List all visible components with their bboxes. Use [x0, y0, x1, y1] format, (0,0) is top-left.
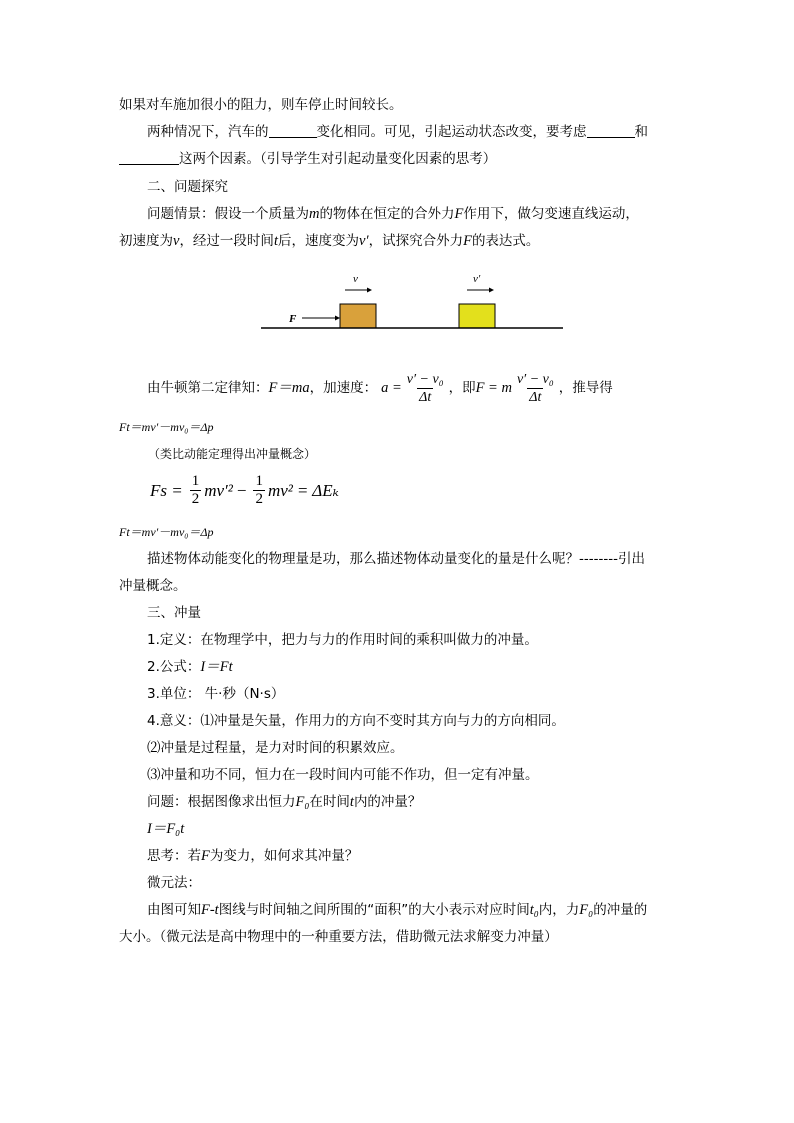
text: 图线与时间轴之间所围的“面积”的大小表示对应时间: [218, 902, 530, 918]
label-v: v: [353, 273, 358, 285]
section-heading: 三、冲量: [147, 605, 201, 621]
formula-line: [147, 658, 233, 676]
unit-line: 3.单位： 牛·秒（N·s）: [147, 686, 285, 702]
text: 由牛顿第二定律知：: [147, 380, 269, 396]
text: 作用下，做匀变速直线运动，: [463, 206, 639, 222]
text: 的冲量的: [593, 902, 648, 918]
section-heading: 二、问题探究: [147, 179, 228, 195]
think-line: [147, 847, 358, 865]
fraction-half: [190, 473, 202, 508]
fraction-denominator: 2: [255, 491, 263, 507]
accel-equation: a =: [381, 380, 402, 396]
definition-line: 1.定义：在物理学中，把力与力的作用时间的乘积叫做力的冲量。: [147, 632, 538, 648]
equation-impulse-1: [119, 418, 214, 436]
text: 2.公式：: [147, 659, 201, 675]
fraction: [515, 371, 556, 406]
question-line: [147, 793, 421, 811]
text: ，加速度：: [309, 380, 378, 396]
equation-impulse-2: [119, 523, 214, 541]
text: 后，速度变为: [277, 233, 359, 249]
fill-blank: [119, 150, 179, 165]
text: 思考：若: [147, 848, 201, 864]
intro-line-2: [147, 123, 648, 141]
fraction-denominator: 2: [191, 491, 200, 507]
text: ，推导得: [558, 380, 613, 396]
problem-line-2: [119, 232, 539, 250]
var-F: F: [201, 848, 210, 864]
text: ，即: [448, 380, 476, 396]
meaning-line-1: 4.意义：⑴冲量是矢量，作用力的方向不变时其方向与力的方向相同。: [147, 713, 565, 729]
impulse-equation: Ft＝mv′－mv₀＝Δp: [119, 420, 214, 434]
text: 内，力: [538, 902, 580, 918]
intro-text: 这两个因素。（引导学生对引起动量变化因素的思考）: [179, 151, 497, 167]
text: 初速度为: [119, 233, 173, 249]
var-F: F: [454, 206, 464, 222]
work-energy-equation: [150, 473, 339, 508]
intro-text: 两种情况下，汽车的: [147, 124, 269, 140]
var-t0: t₀: [529, 902, 539, 918]
fraction-denominator: Δt: [419, 389, 432, 405]
var-F0: F₀: [579, 902, 594, 918]
delta-ek: = ΔEₖ: [296, 480, 339, 500]
fraction-denominator: Δt: [529, 389, 542, 405]
fill-blank: [587, 123, 635, 138]
answer-line: [147, 820, 184, 838]
intro-line-3: [119, 150, 496, 168]
answer-formula: I＝F₀t: [147, 821, 185, 837]
analogy-note: （类比动能定理得出冲量概念）: [148, 447, 317, 461]
arrow-F-head: [335, 316, 340, 321]
var-v: v: [173, 233, 180, 249]
newton-line: [147, 364, 613, 412]
var-F: F: [463, 233, 472, 249]
intro-line-1: 如果对车施加很小的阻力，则车停止时间较长。: [119, 97, 403, 113]
var-t: t: [273, 233, 278, 249]
micro-element-line: 微元法：: [147, 875, 201, 891]
force-equation: F = m: [475, 380, 512, 396]
minus-sign: −: [236, 480, 247, 500]
label-v-prime: v′: [473, 273, 481, 285]
newton-equation: F＝ma: [268, 380, 310, 396]
text: 问题情景：假设一个质量为: [147, 206, 309, 222]
conclusion-line-1: [147, 901, 647, 919]
var-v-prime: v′: [358, 233, 369, 249]
question-line-2: 冲量概念。: [119, 578, 187, 594]
text: ，试探究合外力: [368, 233, 464, 249]
intro-text: 变化相同。可见，引起运动状态改变，要考虑: [316, 124, 587, 140]
text: 内的冲量？: [353, 794, 422, 810]
fraction: [405, 371, 446, 406]
fraction-half: [253, 473, 265, 508]
var-F-t: F-t: [201, 902, 219, 918]
arrow-v-head: [367, 288, 372, 293]
var-m: m: [309, 206, 320, 222]
question-line-1: 描述物体动能变化的物理量是功，那么描述物体动量变化的量是什么呢？--------引出: [147, 551, 645, 567]
term-mv-squared: mv²: [267, 480, 293, 500]
problem-line-1: [147, 205, 639, 223]
text: 在时间: [309, 794, 350, 810]
fraction-numerator: v′ − v₀: [516, 371, 554, 387]
text: ，经过一段时间: [179, 233, 274, 249]
fraction-numerator: 1: [191, 473, 200, 489]
fs-left: Fs =: [150, 480, 183, 500]
text: 的物体在恒定的合外力: [319, 206, 455, 222]
var-F0: F₀: [295, 794, 310, 810]
label-F: F: [289, 313, 297, 325]
impulse-formula: I＝Ft: [200, 659, 233, 675]
text: 的表达式。: [471, 233, 540, 249]
term-mv-prime-squared: mv′²: [204, 480, 233, 500]
fill-blank: [269, 123, 317, 138]
text: 由图可知: [147, 902, 201, 918]
block-final: [459, 304, 495, 328]
meaning-line-2: ⑵冲量是过程量，是力对时间的积累效应。: [147, 740, 404, 756]
motion-diagram: [255, 268, 575, 338]
meaning-line-3: ⑶冲量和功不同，恒力在一段时间内可能不作功，但一定有冲量。: [147, 767, 539, 783]
fraction-numerator: 1: [255, 473, 263, 489]
fraction-numerator: v′ − v₀: [406, 371, 444, 387]
text: 问题：根据图像求出恒力: [147, 794, 296, 810]
block-initial: [340, 304, 376, 328]
var-t: t: [349, 794, 354, 810]
arrow-v-prime-head: [489, 288, 494, 293]
text: 为变力，如何求其冲量？: [209, 848, 359, 864]
impulse-equation: Ft＝mv′－mv₀＝Δp: [119, 525, 214, 539]
intro-text: 和: [634, 124, 648, 140]
conclusion-line-2: 大小。（微元法是高中物理中的一种重要方法，借助微元法求解变力冲量）: [119, 929, 558, 945]
